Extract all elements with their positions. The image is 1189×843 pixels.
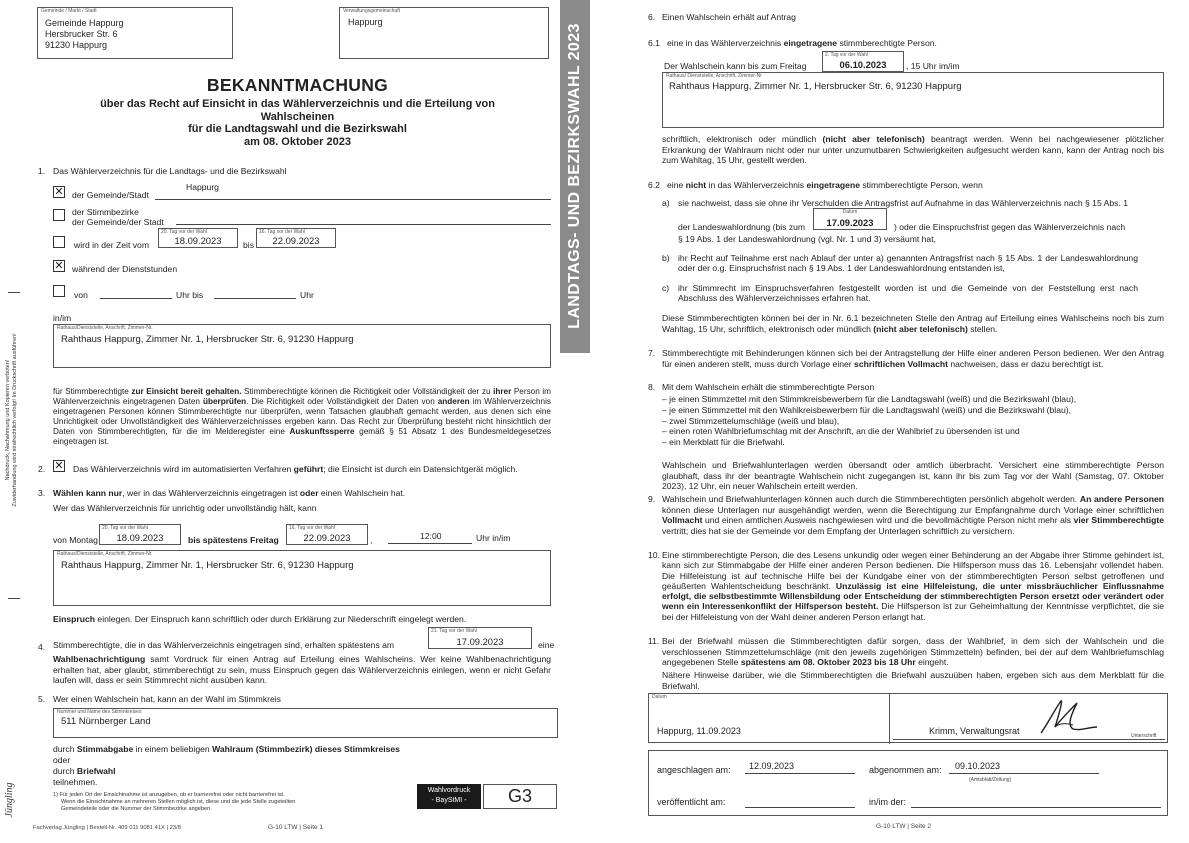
checkbox-period[interactable]: [53, 236, 65, 248]
margin-dash: [8, 292, 20, 293]
left-page: [0, 0, 592, 843]
inspection-location-box: Rathaus/Dienststelle, Anschrift, Zimmer-Nr. Rahthaus Happurg, Zimmer Nr. 1, Hersbrucker Str. 6, 91230 Happurg: [53, 324, 551, 368]
address-line: 91230 Happurg: [45, 40, 108, 50]
section-1-text: Das Wählerverzeichnis für die Landtags- und die Bezirkswahl: [53, 166, 287, 176]
item-a-line1: sie nachweist, dass sie ohne ihr Verschulden die Antragsfrist auf Aufnahme in das Wählerverzeichnis nach § 15 Abs. 1: [678, 198, 1128, 208]
item-c-text: ihr Stimmrecht im Einspruchsverfahren festgestellt worden ist und die Gemeinde von der Feststellung erst nach Abschluss des Wählerverzeichnisses erfahren hat.: [678, 283, 1138, 303]
municipality-address-box: [37, 7, 233, 59]
option-office-hours-label: während der Dienststunden: [72, 264, 178, 274]
removed-note: (Amtsblatt/Zeitung): [969, 777, 1012, 783]
section-6-text: Einen Wahlschein erhält auf Antrag: [662, 12, 796, 22]
section-6-1-paragraph: schriftlich, elektronisch oder mündlich (nicht aber telefonisch) beantragt werden. Wenn bei nachgewiesener plötzlicher Erkrankung der Wahlraum nicht oder nur unter unzumutbaren Schwierigkeiten aufgesucht werden kann, kann der Antrag noch bis zum Wahltag, 15 Uhr, gestellt werden.: [662, 134, 1165, 165]
underline: [155, 199, 551, 200]
side-banner: [560, 0, 590, 353]
list-item: – je einen Stimmzettel mit den Wahlkreisbewerbern für die Landtagswahl (weiß) und die Bezirkswahl (blau),: [662, 404, 1072, 415]
section-1-paragraph: für Stimmberechtigte zur Einsicht bereit gehalten. Stimmberechtigte können die Richtigkeit oder Vollständigkeit der zu ihrer Person im Wählerverzeichnis eingetragenen Daten überprüfen. Die Richtigkeit oder Vollständigkeit der Daten von anderen im Wählerverzeichnis eingetragenen Personen können Stimmberechtigte nur überprüfen, wenn Tatsachen glaubhaft gemacht werden, aus denen sich eine Unrichtigkeit oder Unvollständigkeit des Wählerverzeichnisses ergeben kann. Das Recht zur Überprüfung besteht nicht hinsichtlich der Daten von Stimmberechtigten, für die im Melderegister eine Auskunftssperre gemäß § 51 Absatz 1 des Bundesmeldegesetzes eingetragen ist.: [53, 387, 552, 446]
publisher-logo: Jüngling: [3, 782, 15, 818]
section-number: 6.: [648, 12, 656, 22]
objection-to-field[interactable]: 16. Tag vor der Wahl 22.09.2023: [286, 524, 368, 545]
section-number: 9.: [648, 494, 656, 504]
list-item: – zwei Stimmzettelumschläge (weiß und blau),: [662, 415, 840, 426]
option-period-label: wird in der Zeit vom: [74, 240, 149, 250]
section-6-1-after: , 15 Uhr im/im: [906, 61, 960, 71]
wahlschein-deadline-field[interactable]: 2. Tag vor der Wahl 06.10.2023: [822, 51, 904, 72]
item-a-label: a): [662, 198, 670, 208]
item-a-line2: der Landeswahlordnung (bis zum: [678, 222, 806, 232]
hours-to-line[interactable]: [214, 298, 296, 299]
administrative-community-value: Happurg: [348, 17, 383, 27]
teilnehmen-label: teilnehmen.: [53, 777, 98, 787]
uhr-bis-label: Uhr bis: [176, 290, 204, 300]
item-a-line4: § 19 Abs. 1 der Landeswahlordnung (vgl. Nr. 1 und 3) versäumt hat,: [678, 234, 936, 244]
hours-from-line[interactable]: [100, 298, 172, 299]
page-footer: G-10 LTW | Seite 2: [876, 823, 932, 830]
section-8-list: [662, 394, 1076, 448]
inspection-location-value: Rahthaus Happurg, Zimmer Nr. 1, Hersbrucker Str. 6, 91230 Happurg: [61, 334, 354, 345]
section-number: 6.2: [648, 180, 660, 190]
municipality-address-label: Gemeinde / Markt / Stadt: [41, 8, 97, 14]
section-7-text: Stimmberechtigte mit Behinderungen können sich bei der Antragstellung der Hilfe einer anderen Person bedienen. Wer den Antrag für einen anderen stellt, muss durch Vorlage einer schriftlichen Vollmacht nachweisen, dass er dazu berechtigt ist.: [662, 348, 1164, 369]
section-6-1-line: Der Wahlschein kann bis zum Freitag: [664, 61, 807, 71]
objection-text: Einspruch einlegen. Der Einspruch kann schriftlich oder durch Erklärung zur Niederschrift eingelegt werden.: [53, 614, 467, 624]
handwritten-signature: [1033, 697, 1103, 737]
section-8-heading: Mit dem Wahlschein erhält die stimmberechtigte Person: [662, 382, 875, 392]
option-municipality-label: der Gemeinde/Stadt: [72, 190, 149, 200]
item-a-line3: ) oder die Einspruchsfrist gegen das Wählerverzeichnis nach: [894, 222, 1126, 232]
section-3-heading: Wählen kann nur, wer in das Wählerverzeichnis eingetragen ist oder einen Wahlschein hat.: [53, 488, 406, 498]
list-item: – einen roten Wahlbriefumschlag mit der Anschrift, an die der Wahlbrief zu übersenden ist und: [662, 426, 1020, 437]
von-montag-label: von Montag: [53, 535, 98, 545]
section-4-paragraph: Wahlbenachrichtigung samt Vordruck für einen Antrag auf Erteilung eines Wahlscheins. Wer keine Wahlbenachrichtigung erhalten hat, aber glaubt, stimmberechtigt zu sein, muss Einspruch gegen das Wählerverzeichnis einlegen, wenn er nicht Gefahr laufen will, dass er sein Stimmrecht nicht ausüben kann.: [53, 654, 551, 685]
uhr-inim-label: Uhr in/im: [476, 533, 511, 543]
item-b-label: b): [662, 253, 670, 263]
publisher-footer: Fachverlag Jüngling | Bestell-Nr. 409 011 9081 41X | 23/8: [33, 825, 181, 831]
section-11-text: Bei der Briefwahl müssen die Stimmberechtigten dafür sorgen, dass der Wahlbrief, in dem sich der Wahlschein und die verschlossenen Stimmzettelumschläge (mit den jeweils zugehörigen Stimmzetteln) befinden, bei der auf dem Wahlbriefumschlag angegebenen Stelle spätestens am 08. Oktober 2023 bis 18 Uhr eingeht.: [662, 636, 1164, 667]
document-title: BEKANNTMACHUNG: [206, 75, 389, 95]
registration-deadline-field[interactable]: Datum 17.09.2023: [813, 208, 887, 230]
list-item: – ein Merkblatt für die Briefwahl.: [662, 437, 785, 448]
page-footer: G-10 LTW | Seite 1: [268, 824, 324, 831]
oder-label: oder: [53, 755, 71, 765]
sig-date-value: Happurg, 11.09.2023: [657, 726, 741, 736]
bis-freitag-label: bis spätestens Freitag: [188, 535, 279, 545]
section-10-text: Eine stimmberechtigte Person, die des Lesens unkundig oder wegen einer Behinderung an der Abgabe ihrer Stimme gehindert ist, kann sich zur Stimmabgabe der Hilfe einer anderen Person bedienen. Die Hilfsperson muss das 16. Lebensjahr vollendet haben. Die Hilfeleistung ist auf technische Hilfe bei der Kundgabe einer von der stimmberechtigten Person selbst getroffenen und geäußerten Wahlentscheidung beschränkt. Unzulässig ist eine Hilfeleistung, die unter missbräuchlicher Einflussnahme erfolgt, die selbstbestimmte Willensbildung oder Entscheidung der stimmberechtigten Person ersetzt oder verändert oder wenn ein Interessenkonflikt der Hilfsperson besteht. Die Hilfsperson ist zur Geheimhaltung der Kenntnisse verpflichtet, die sie bei der Hilfeleistung von der Wahl deiner anderen Person erlangt hat.: [662, 550, 1164, 622]
address-line: Gemeinde Happurg: [45, 18, 124, 28]
item-b-text: ihr Recht auf Teilnahme erst nach Ablauf der unter a) genannten Antragsfrist nach § 15 Abs. 1 der Landeswahlordnung oder der o.g. Einspruchsfrist nach § 19 Abs. 1 der Landeswahlordnung entstanden ist,: [678, 253, 1138, 273]
side-banner-text: LANDTAGS- UND BEZIRKSWAHL 2023: [566, 23, 584, 329]
published-in-label: in/im der:: [869, 797, 907, 807]
section-number: 5.: [38, 694, 46, 704]
section-3-line: Wer das Wählerverzeichnis für unrichtig oder unvollständig hält, kann: [53, 503, 317, 513]
section-8-paragraph: Wahlschein und Briefwahlunterlagen werden übersandt oder amtlich überbracht. Versichert eine stimmberechtigte Person glaubhaft, dass ihr der beantragte Wahlschein nicht zugegangen ist, kann ihr bis zum Tag vor der Wahl (Samstag, 07. Oktober 2023), 12 Uhr, ein neuer Wahlschein erteilt werden.: [662, 460, 1164, 491]
published-label: veröffentlicht am:: [657, 797, 726, 807]
posted-label: angeschlagen am:: [657, 765, 731, 775]
removed-label: abgenommen am:: [869, 765, 942, 775]
posting-box: [648, 750, 1168, 816]
section-number: 1.: [38, 166, 46, 176]
section-number: 8.: [648, 382, 656, 392]
right-page: [596, 0, 1189, 843]
section-number: 10.: [648, 550, 660, 560]
objection-location-box: Rathaus/Dienststelle, Anschrift, Zimmer-Nr. Rahthaus Happurg, Zimmer Nr. 1, Hersbrucker Str. 6, 91230 Happurg: [53, 550, 551, 606]
section-number: 3.: [38, 488, 46, 498]
removed-value: 09.10.2023: [955, 761, 1001, 771]
bis-label: bis: [243, 240, 254, 250]
section-6-2-paragraph: Diese Stimmberechtigten können bei der in Nr. 6.1 bezeichneten Stelle den Antrag auf Erteilung eines Wahlscheins noch bis zum Wahltag, 15 Uhr, schriftlich, elektronisch oder mündlich (nicht aber telefonisch) stellen.: [662, 313, 1164, 334]
checkbox-office-hours[interactable]: ✕: [54, 260, 64, 272]
document-subtitle: über das Recht auf Einsicht in das Wählerverzeichnis und die Erteilung von Wahlscheinen für die Landtagswahl und die Bezirkswahl am 08. Oktober 2023: [100, 98, 495, 148]
copyright-side-note: Nachdruck, Nachahmung und Kopieren verboten! Zuwiderhandlung wird strafrechtlich verfolgt! Im Druckschrift ausführen!: [5, 333, 18, 507]
notification-date-field[interactable]: 21. Tag vor der Wahl 17.09.2023: [428, 627, 532, 649]
section-2-text: Das Wählerverzeichnis wird im automatisierten Verfahren geführt; die Einsicht ist durch ein Datensichtgerät möglich.: [73, 464, 518, 474]
checkbox-automated[interactable]: ✕: [54, 460, 64, 472]
section-11-note: Nähere Hinweise darüber, wie die Stimmberechtigten die Briefwahl auszuüben haben, ergeben sich aus dem Merkblatt für die Briefwahl.: [662, 670, 1164, 691]
comma: ,: [370, 535, 373, 545]
eine-label: eine: [538, 640, 555, 650]
application-office-box: Rathaus/ Dienststelle, Anschrift, Zimmer-Nr Rahthaus Happurg, Zimmer Nr. 1, Hersbrucker Str. 6, 91230 Happurg: [662, 72, 1164, 128]
time-line[interactable]: [388, 543, 472, 544]
checkbox-custom-hours[interactable]: [53, 285, 65, 297]
footnote: 1) Für jeden Ort der Einsichtnahme ist anzugeben, ob er barrierefrei oder nicht barrierefrei ist. Wenn die Einsichtnahme an mehreren Stellen möglich ist, diese und die jede Stelle zugeteilten Gemeindeteile oder die Nummer der Stimmbezirke angeben.: [53, 792, 296, 812]
item-c-label: c): [662, 283, 670, 293]
signer-name: Krimm, Verwaltungsrat: [929, 726, 1020, 736]
checkbox-polling-districts[interactable]: [53, 209, 65, 221]
section-6-2-text: eine nicht in das Wählerverzeichnis eingetragene stimmberechtigte Person, wenn: [667, 180, 983, 190]
section-6-1-text: eine in das Wählerverzeichnis eingetragene stimmberechtigte Person.: [667, 38, 937, 48]
period-to-field[interactable]: 16. Tag vor der Wahl 22.09.2023: [256, 228, 336, 248]
section-4-line1: Stimmberechtigte, die in das Wählerverzeichnis eingetragen sind, erhalten spätestens am: [53, 640, 395, 650]
option-districts-label: der Stimmbezirke der Gemeinde/der Stadt: [72, 207, 164, 227]
objection-location-value: Rahthaus Happurg, Zimmer Nr. 1, Hersbrucker Str. 6, 91230 Happurg: [61, 560, 354, 571]
section-number: 7.: [648, 348, 656, 358]
objection-time: 12:00: [420, 531, 442, 541]
section-5-text: Wer einen Wahlschein hat, kann an der Wahl im Stimmkreis: [53, 694, 281, 704]
von-label: von: [74, 290, 88, 300]
signature-label: Unterschrift: [1131, 733, 1157, 739]
constituency-value: 511 Nürnberger Land: [61, 716, 151, 727]
option-municipality-value: Happurg: [186, 182, 219, 192]
section-number: 2.: [38, 464, 46, 474]
address-line: Hersbrucker Str. 6: [45, 29, 118, 39]
application-office-value: Rahthaus Happurg, Zimmer Nr. 1, Hersbrucker Str. 6, 91230 Happurg: [669, 81, 962, 92]
form-code: G3: [483, 784, 557, 809]
list-item: – je einen Stimmzettel mit den Stimmkreisbewerbern für die Landtagswahl (weiß) und die Bezirkswahl (blau),: [662, 394, 1077, 404]
underline: [176, 224, 551, 225]
form-badge: Wahlvordruck - BayStMI -: [417, 784, 481, 809]
section-number: 11.: [648, 636, 660, 646]
signature-box: [648, 693, 1168, 743]
section-9-text: Wahlschein und Briefwahlunterlagen können auch durch die Stimmberechtigten persönlich abgeholt werden. An andere Personen können diese Unterlagen nur ausgehändigt werden, wenn die Berechtigung zur Empfangnahme durch Vorlage einer schriftlichen Vollmacht und einen amtlichen Ausweis nachgewiesen wird und die bevollmächtigte Person nicht mehr als vier Stimmberechtigte vertritt; dies hat sie der Gemeinde vor dem Empfang der Unterlagen schriftlich zu versichern.: [662, 494, 1165, 536]
section-5-option-b: durch Briefwahl: [53, 766, 116, 776]
checkbox-municipality[interactable]: ✕: [54, 186, 64, 198]
section-5-option-a: durch Stimmabgabe in einem beliebigen Wahlraum (Stimmbezirk) dieses Stimmkreises: [53, 744, 400, 754]
in-im-label: in/im: [53, 313, 72, 323]
administrative-community-label: Verwaltungsgemeinschaft: [343, 8, 400, 14]
administrative-community-box: [339, 7, 549, 59]
sig-date-label: Datum: [652, 694, 667, 700]
section-number: 4.: [38, 642, 46, 652]
margin-dash: [8, 598, 20, 599]
posted-value: 12.09.2023: [749, 761, 795, 771]
constituency-box: Nummer und Name des Stimmkreises 511 Nürnberger Land: [53, 708, 558, 738]
objection-from-field[interactable]: 20. Tag vor der Wahl 18.09.2023: [99, 524, 181, 545]
section-number: 6.1: [648, 38, 660, 48]
uhr-label: Uhr: [300, 290, 314, 300]
period-from-field[interactable]: 20. Tag vor der Wahl 18.09.2023: [158, 228, 238, 248]
